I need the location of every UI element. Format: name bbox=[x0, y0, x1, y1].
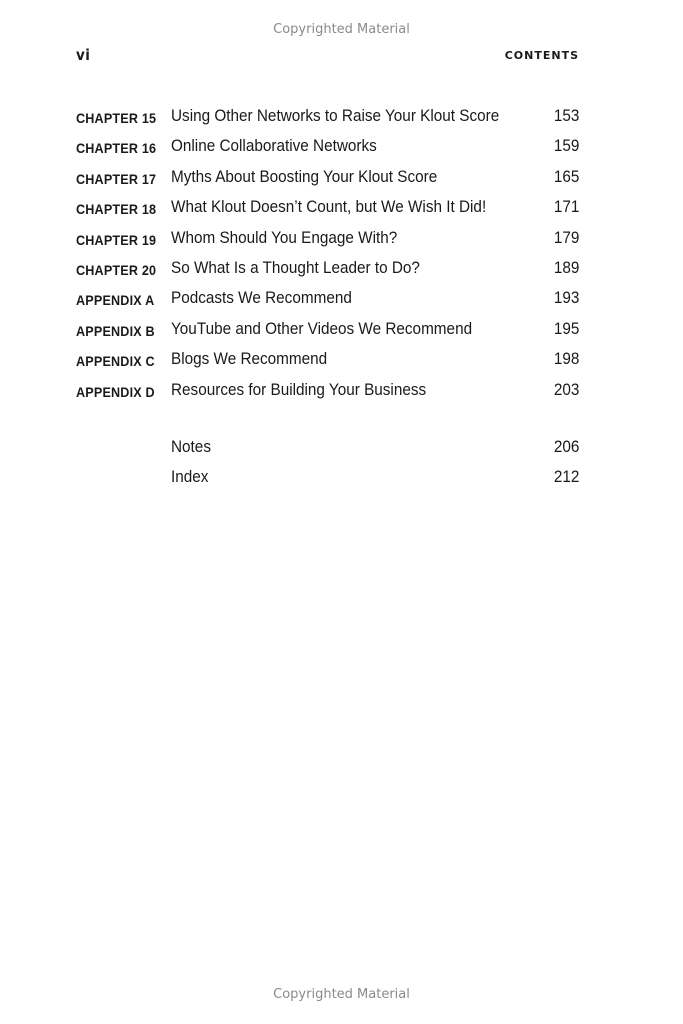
back-matter-title: Notes bbox=[171, 437, 211, 456]
watermark-bottom: Copyrighted Material bbox=[273, 987, 410, 1002]
toc-entry-page: 203 bbox=[553, 379, 579, 399]
toc-entry-page: 179 bbox=[553, 227, 579, 247]
toc-entry bbox=[76, 317, 579, 347]
toc-entry-title: Podcasts We Recommend bbox=[171, 288, 352, 308]
toc-entry bbox=[76, 195, 579, 225]
toc-entry-label: CHAPTER 17 bbox=[76, 170, 157, 187]
toc-entry-label: APPENDIX D bbox=[76, 383, 155, 400]
toc-entry-page: 171 bbox=[553, 197, 579, 217]
back-matter-entry bbox=[76, 465, 579, 495]
toc-entry-title: Myths About Boosting Your Klout Score bbox=[171, 166, 438, 186]
toc-entry-title: Using Other Networks to Raise Your Klout Score bbox=[171, 106, 500, 125]
toc-entry bbox=[76, 104, 579, 134]
toc-entry-title: YouTube and Other Videos We Recommend bbox=[171, 318, 473, 338]
toc-entry-label: APPENDIX C bbox=[76, 353, 155, 370]
toc-list bbox=[76, 104, 579, 408]
toc-entry-label: CHAPTER 18 bbox=[76, 201, 157, 218]
toc-entry-title: Blogs We Recommend bbox=[171, 349, 328, 369]
toc-entry-label: CHAPTER 19 bbox=[76, 231, 157, 248]
toc-entry bbox=[76, 378, 579, 408]
back-matter-list bbox=[76, 435, 579, 496]
toc-entry bbox=[76, 347, 579, 377]
back-matter-entry bbox=[76, 435, 579, 465]
toc-entry bbox=[76, 226, 579, 256]
toc-entry-label: CHAPTER 16 bbox=[76, 140, 157, 157]
toc-entry-title: So What Is a Thought Leader to Do? bbox=[171, 257, 420, 277]
toc-entry-page: 159 bbox=[553, 136, 579, 156]
back-matter-page: 206 bbox=[553, 437, 579, 456]
toc-entry-label: CHAPTER 15 bbox=[76, 110, 157, 126]
toc-entry-title: Resources for Building Your Business bbox=[171, 379, 427, 399]
toc-entry-page: 189 bbox=[553, 257, 579, 277]
toc-entry-label: APPENDIX A bbox=[76, 292, 155, 309]
toc-entry-page: 195 bbox=[553, 318, 579, 338]
toc-entry-title: Online Collaborative Networks bbox=[171, 136, 377, 156]
toc-entry-label: CHAPTER 20 bbox=[76, 261, 157, 278]
page-folio: vi bbox=[76, 46, 91, 64]
toc-entry-page: 153 bbox=[553, 106, 579, 125]
toc-entry-page: 193 bbox=[553, 288, 579, 308]
back-matter-title: Index bbox=[171, 467, 209, 487]
toc-entry bbox=[76, 165, 579, 195]
toc-entry-title: Whom Should You Engage With? bbox=[171, 227, 398, 247]
back-matter-page: 212 bbox=[553, 467, 579, 487]
toc-entry bbox=[76, 286, 579, 316]
toc-entry-title: What Klout Doesn’t Count, but We Wish It Did! bbox=[171, 197, 487, 217]
toc-entry-page: 198 bbox=[553, 349, 579, 369]
toc-entry-label: APPENDIX B bbox=[76, 322, 155, 339]
toc-entry bbox=[76, 256, 579, 286]
toc-entry-page: 165 bbox=[553, 166, 579, 186]
toc-entry bbox=[76, 134, 579, 164]
watermark-top: Copyrighted Material bbox=[273, 22, 410, 37]
running-head: CONTENTS bbox=[504, 49, 579, 62]
